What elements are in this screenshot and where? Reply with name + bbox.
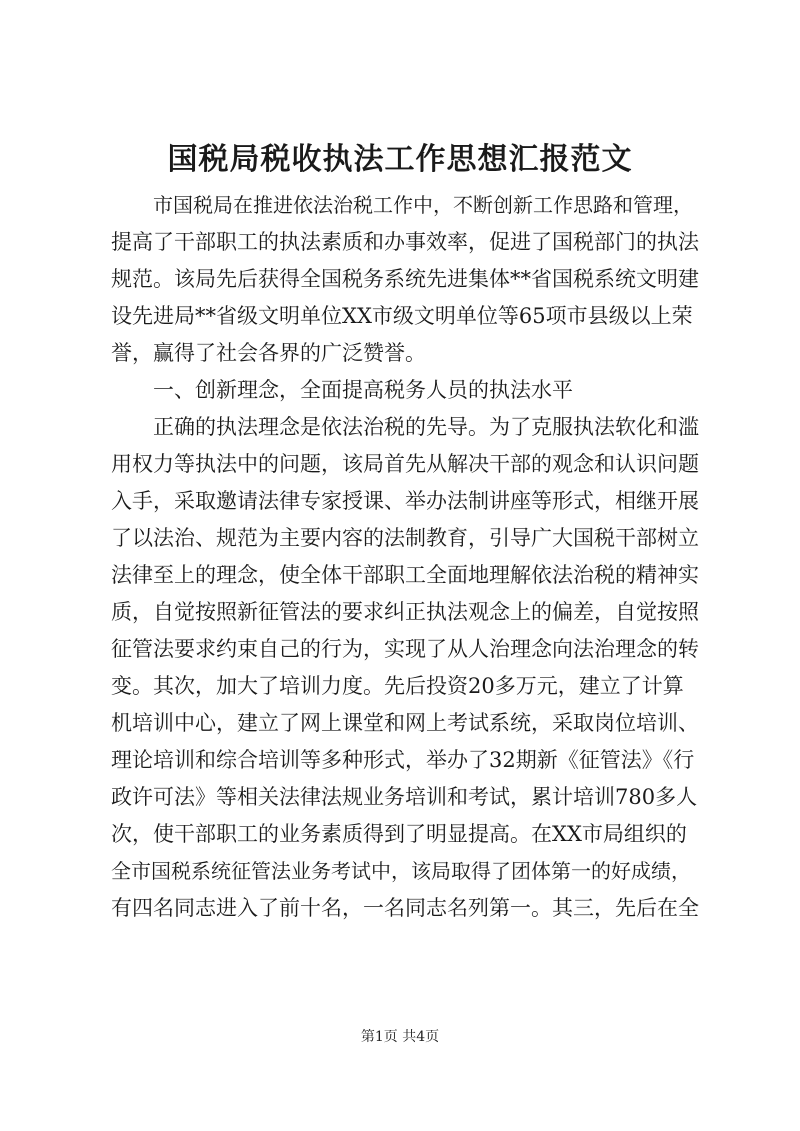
paragraph-line: 规范。该局先后获得全国税务系统先进集体**省国税系统文明建: [111, 267, 699, 291]
paragraph-line: 市国税局在推进依法治税工作中，不断创新工作思路和管理，: [153, 193, 693, 217]
paragraph-line: 有四名同志进入了前十名，一名同志名列第一。其三，先后在全: [111, 896, 699, 920]
paragraph-line: 设先进局**省级文明单位XX市级文明单位等65项市县级以上荣: [111, 304, 693, 328]
paragraph-line: 入手，采取邀请法律专家授课、举办法制讲座等形式，相继开展: [111, 489, 699, 513]
document-title: 国税局税收执法工作思想汇报范文: [167, 142, 633, 177]
paragraph-line: 质，自觉按照新征管法的要求纠正执法观念上的偏差，自觉按照: [111, 600, 699, 624]
paragraph-line: 征管法要求约束自己的行为，实现了从人治理念向法治理念的转: [111, 637, 699, 661]
paragraph-line: 次，使干部职工的业务素质得到了明显提高。在XX市局组织的: [111, 822, 687, 846]
paragraph-line: 变。其次，加大了培训力度。先后投资20多万元，建立了计算: [111, 674, 684, 698]
section-heading: 一、创新理念，全面提高税务人员的执法水平: [153, 378, 573, 402]
paragraph-line: 誉，赢得了社会各界的广泛赞誉。: [111, 341, 426, 365]
paragraph-line: 了以法治、规范为主要内容的法制教育，引导广大国税干部树立: [111, 526, 699, 550]
paragraph-line: 正确的执法理念是依法治税的先导。为了克服执法软化和滥: [153, 415, 699, 439]
paragraph-line: 提高了干部职工的执法素质和办事效率，促进了国税部门的执法: [111, 230, 699, 254]
document-body: [111, 187, 701, 927]
paragraph-line: 用权力等执法中的问题，该局首先从解决干部的观念和认识问题: [111, 452, 699, 476]
paragraph-line: 法律至上的理念，使全体干部职工全面地理解依法治税的精神实: [111, 563, 699, 587]
paragraph-line: 理论培训和综合培训等多种形式，举办了32期新《征管法》《行: [111, 748, 695, 772]
paragraph-line: 机培训中心，建立了网上课堂和网上考试系统，采取岗位培训、: [111, 711, 699, 735]
page-footer: 第1页 共4页: [360, 1029, 440, 1045]
paragraph-line: 全市国税系统征管法业务考试中，该局取得了团体第一的好成绩，: [111, 859, 691, 883]
paragraph-line: 政许可法》等相关法律法规业务培训和考试，累计培训780多人: [111, 785, 698, 809]
